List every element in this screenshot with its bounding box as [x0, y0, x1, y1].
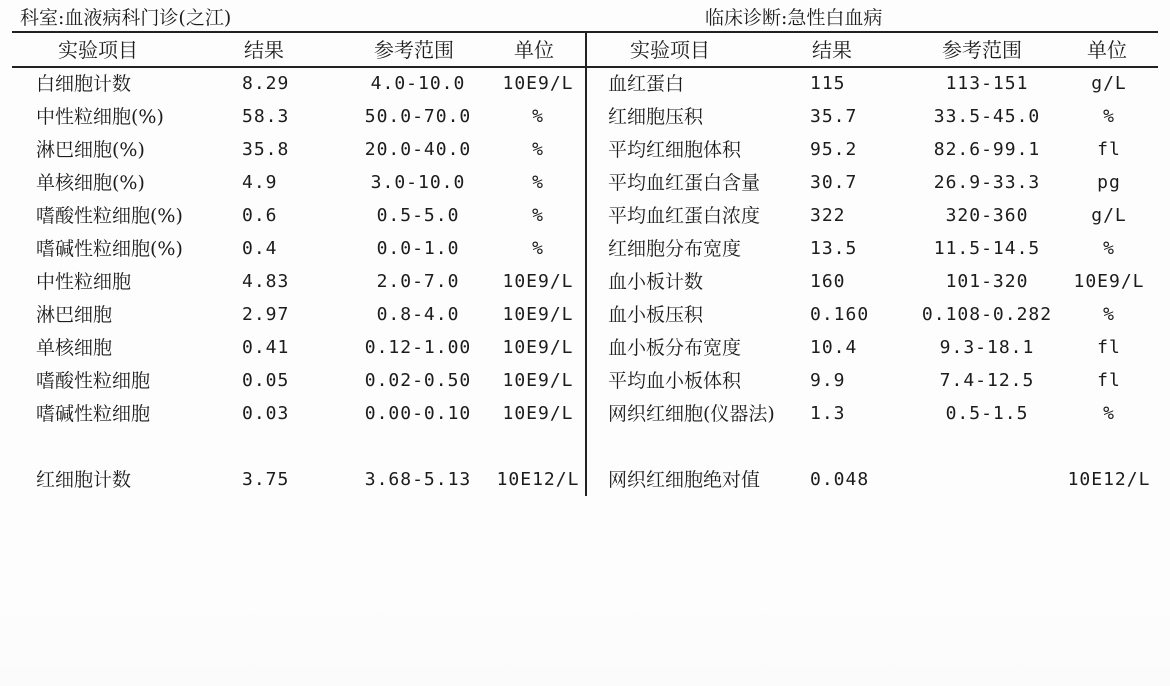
left-row-unit-text: 10E9/L	[502, 304, 574, 325]
left-row-item: 中性粒细胞	[36, 271, 132, 293]
left-row-unit-text: %	[532, 238, 544, 259]
left-row-item: 嗜碱性粒细胞	[36, 403, 151, 425]
right-row-reference-text: 82.6-99.1	[933, 139, 1041, 160]
right-row-unit-text: g/L	[1091, 205, 1127, 226]
left-row-item: 淋巴细胞	[36, 304, 113, 326]
report-header	[0, 0, 1170, 32]
right-row-result: 322	[810, 205, 846, 226]
left-row-unit-text: 10E9/L	[502, 73, 574, 94]
right-row-result: 9.9	[810, 370, 846, 391]
left-row-reference-text: 0.8-4.0	[376, 304, 460, 325]
left-row-reference-text: 4.0-10.0	[370, 73, 466, 94]
left-row-reference-text: 3.68-5.13	[364, 469, 472, 490]
right-row-result: 0.048	[810, 469, 870, 490]
left-row-reference-text: 2.0-7.0	[376, 271, 460, 292]
left-row-result: 4.9	[242, 172, 278, 193]
right-row-reference-text: 26.9-33.3	[933, 172, 1041, 193]
left-row-unit-text: 10E12/L	[496, 469, 580, 490]
right-row-result: 95.2	[810, 139, 858, 160]
left-row-item: 单核细胞	[36, 337, 113, 359]
right-row-result: 13.5	[810, 238, 858, 259]
left-row-item: 单核细胞(%)	[36, 172, 145, 194]
right-row-item: 红细胞分布宽度	[608, 238, 742, 260]
right-row-item: 平均血红蛋白含量	[608, 172, 761, 194]
left-row-unit-text: 10E9/L	[502, 403, 574, 424]
left-row-result: 0.6	[242, 205, 278, 226]
left-row-result: 3.75	[242, 469, 290, 490]
right-row-item: 血小板计数	[608, 271, 704, 293]
left-row-item: 嗜酸性粒细胞(%)	[36, 205, 183, 227]
left-row-result: 0.03	[242, 403, 290, 424]
right-row-item: 网织红细胞绝对值	[608, 469, 761, 491]
col-header-item-right: 实验项目	[630, 38, 710, 62]
col-header-reference-left: 参考范围	[374, 38, 454, 62]
left-row-reference-text: 0.02-0.50	[364, 370, 472, 391]
left-row-result: 8.29	[242, 73, 290, 94]
diagnosis-label: 临床诊断:急性白血病	[705, 7, 883, 29]
left-row-unit-text: %	[532, 205, 544, 226]
left-row-reference-text: 0.00-0.10	[364, 403, 472, 424]
right-row-unit-text: fl	[1097, 337, 1121, 358]
right-row-result: 115	[810, 73, 846, 94]
right-row-result: 160	[810, 271, 846, 292]
right-row-result: 10.4	[810, 337, 858, 358]
left-row-result: 0.05	[242, 370, 290, 391]
right-row-result: 1.3	[810, 403, 846, 424]
right-row-unit-text: %	[1103, 238, 1115, 259]
right-row-item: 红细胞压积	[608, 106, 704, 128]
right-row-item: 网织红细胞(仪器法)	[608, 403, 775, 425]
left-row-result: 35.8	[242, 139, 290, 160]
left-row-reference-text: 3.0-10.0	[370, 172, 466, 193]
left-row-result: 0.4	[242, 238, 278, 259]
right-row-unit-text: pg	[1097, 172, 1121, 193]
right-row-result: 35.7	[810, 106, 858, 127]
right-row-reference-text: 0.108-0.282	[921, 304, 1053, 325]
right-row-item: 血小板分布宽度	[608, 337, 742, 359]
table-center-divider	[585, 33, 587, 496]
right-row-unit-text: %	[1103, 403, 1115, 424]
right-row-item: 血红蛋白	[608, 73, 685, 95]
left-row-unit-text: %	[532, 139, 544, 160]
left-row-reference-text: 20.0-40.0	[364, 139, 472, 160]
col-header-reference-right: 参考范围	[942, 38, 1022, 62]
left-row-item: 红细胞计数	[36, 469, 132, 491]
right-row-reference-text: 0.5-1.5	[945, 403, 1029, 424]
left-row-result: 0.41	[242, 337, 290, 358]
right-row-reference-text: 11.5-14.5	[933, 238, 1041, 259]
col-header-result-left: 结果	[244, 38, 284, 62]
right-row-reference-text: 320-360	[945, 205, 1029, 226]
left-row-unit-text: %	[532, 172, 544, 193]
right-row-unit-text: 10E9/L	[1073, 271, 1145, 292]
col-header-result-right: 结果	[812, 38, 852, 62]
left-row-reference-text: 0.12-1.00	[364, 337, 472, 358]
left-row-result: 4.83	[242, 271, 290, 292]
right-row-unit-text: g/L	[1091, 73, 1127, 94]
left-row-item: 嗜酸性粒细胞	[36, 370, 151, 392]
right-row-unit-text: %	[1103, 106, 1115, 127]
left-row-result: 58.3	[242, 106, 290, 127]
left-row-item: 白细胞计数	[36, 73, 132, 95]
left-row-unit-text: 10E9/L	[502, 337, 574, 358]
right-row-unit-text: fl	[1097, 370, 1121, 391]
right-row-result: 30.7	[810, 172, 858, 193]
right-row-reference-text: 113-151	[945, 73, 1029, 94]
right-row-item: 平均血小板体积	[608, 370, 742, 392]
right-row-reference-text: 9.3-18.1	[939, 337, 1035, 358]
col-header-unit-right: 单位	[1087, 38, 1127, 62]
left-row-unit-text: 10E9/L	[502, 271, 574, 292]
right-row-item: 平均血红蛋白浓度	[608, 205, 761, 227]
left-row-item: 中性粒细胞(%)	[36, 106, 164, 128]
left-row-reference-text: 0.0-1.0	[376, 238, 460, 259]
right-row-reference-text: 101-320	[945, 271, 1029, 292]
left-row-reference-text: 0.5-5.0	[376, 205, 460, 226]
right-row-reference-text: 7.4-12.5	[939, 370, 1035, 391]
department-label: 科室:血液病科门诊(之江)	[20, 7, 232, 29]
left-row-unit-text: 10E9/L	[502, 370, 574, 391]
right-row-result: 0.160	[810, 304, 870, 325]
left-row-reference-text: 50.0-70.0	[364, 106, 472, 127]
col-header-unit-left: 单位	[514, 38, 554, 62]
right-row-item: 血小板压积	[608, 304, 704, 326]
col-header-item-left: 实验项目	[58, 38, 138, 62]
right-row-unit-text: 10E12/L	[1067, 469, 1151, 490]
left-row-result: 2.97	[242, 304, 290, 325]
paper-glare	[0, 600, 1170, 686]
right-row-item: 平均红细胞体积	[608, 139, 742, 161]
left-row-unit-text: %	[532, 106, 544, 127]
right-row-reference-text: 33.5-45.0	[933, 106, 1041, 127]
right-row-unit-text: fl	[1097, 139, 1121, 160]
left-row-item: 淋巴细胞(%)	[36, 139, 145, 161]
right-row-unit-text: %	[1103, 304, 1115, 325]
left-row-item: 嗜碱性粒细胞(%)	[36, 238, 183, 260]
